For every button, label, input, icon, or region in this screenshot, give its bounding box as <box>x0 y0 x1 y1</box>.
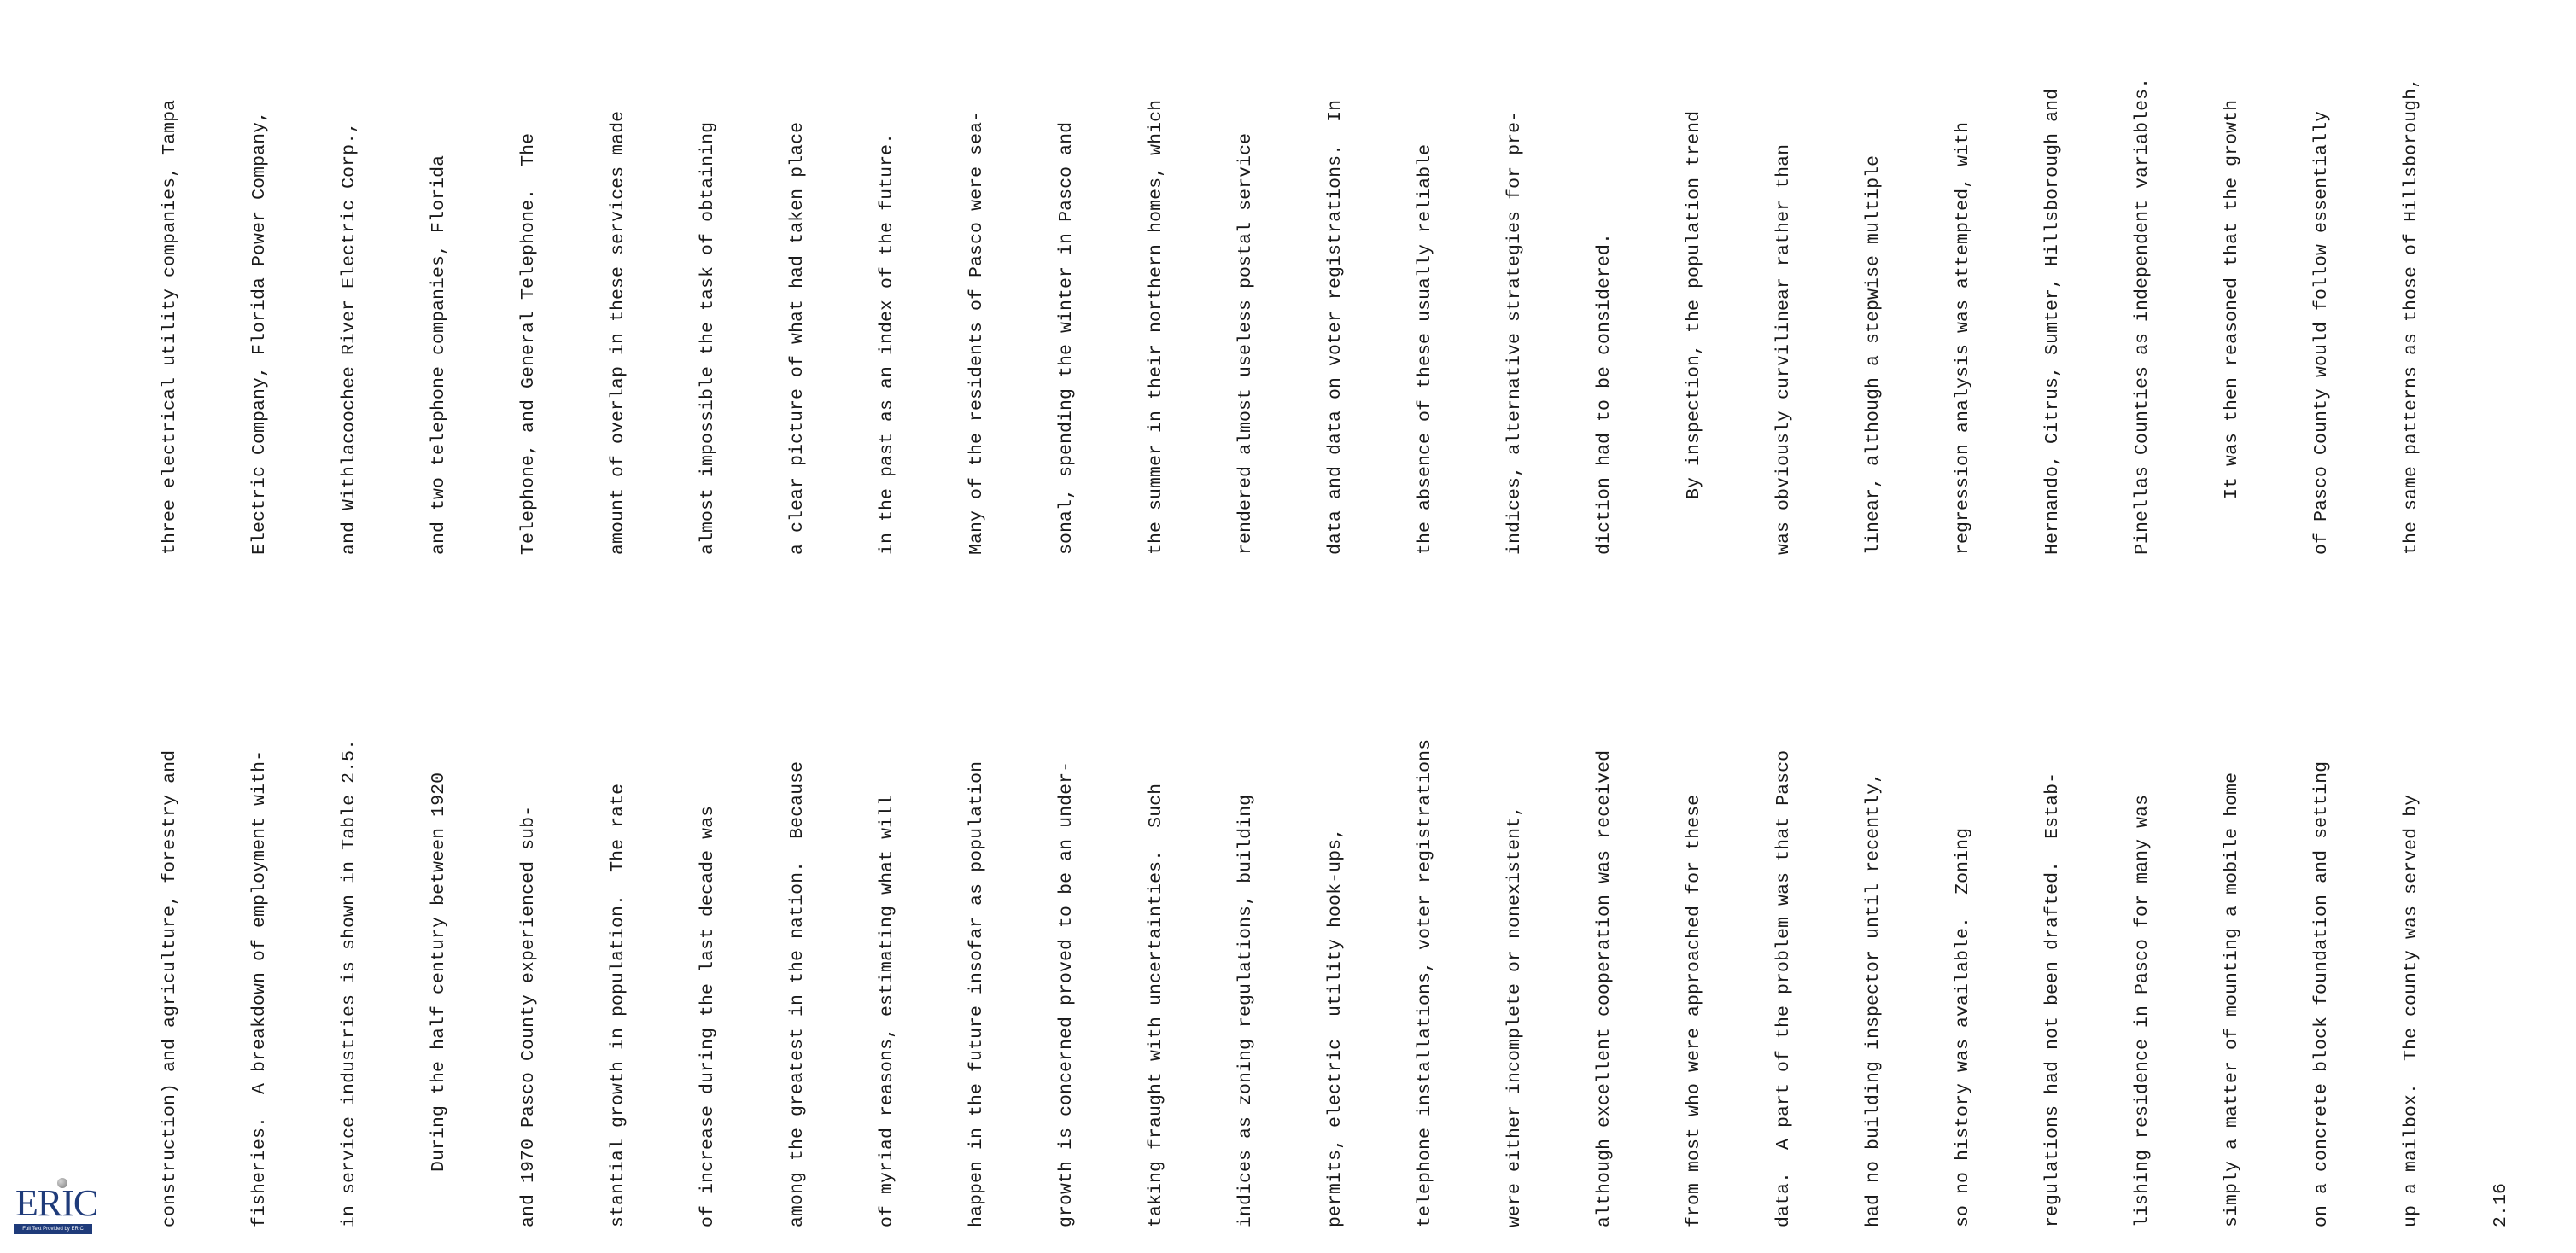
text-line: three electrical utility companies, Tampa <box>160 99 180 555</box>
text-line: fisheries. A breakdown of employment with- <box>249 749 270 1227</box>
text-line: indices, alternative strategies for pre- <box>1504 110 1525 555</box>
text-line: construction) and agriculture, forestry and <box>160 749 180 1227</box>
text-line: linear, although a stepwise multiple <box>1863 154 1884 555</box>
text-line: rendered almost useless postal service <box>1235 132 1256 555</box>
text-line: the summer in their northern homes, which <box>1146 99 1166 555</box>
text-line: was obviously curvilinear rather than <box>1773 143 1794 555</box>
text-line: growth is concerned proved to be an under- <box>1056 761 1077 1227</box>
text-line: almost impossible the task of obtaining <box>698 121 718 555</box>
text-line: stantial growth in population. The rate <box>608 783 628 1227</box>
text-line: from most who were approached for these <box>1684 794 1704 1227</box>
text-line: the absence of these usually reliable <box>1415 143 1435 555</box>
text-line: a clear picture of what had taken place <box>787 121 808 555</box>
text-line: It was then reasoned that the growth <box>2222 99 2242 555</box>
text-line: although excellent cooperation was received <box>1594 749 1615 1227</box>
text-line: in the past as an index of the future. <box>877 132 897 555</box>
text-line: and Withlacoochee River Electric Corp., <box>339 121 359 555</box>
text-line: regulations had not been drafted. Estab- <box>2042 772 2063 1227</box>
page-number: 2.16 <box>2491 1182 2511 1227</box>
left-text-column <box>96 579 2576 1227</box>
text-line: so no history was available. Zoning <box>1953 827 1973 1227</box>
text-line: and two telephone companies, Florida <box>429 154 449 555</box>
text-line: had no building inspector until recently, <box>1863 772 1884 1227</box>
text-line: up a mailbox. The county was served by <box>2401 794 2421 1227</box>
text-line: Many of the residents of Pasco were sea- <box>967 110 987 555</box>
text-line: By inspection, the population trend <box>1684 110 1704 555</box>
text-line: Electric Company, Florida Power Company, <box>249 110 270 555</box>
logo-wordmark: ERIC <box>15 1182 98 1224</box>
text-line: happen in the future insofar as population <box>967 761 987 1227</box>
text-line: permits, electric utility hook-ups, <box>1325 827 1346 1227</box>
text-line: of increase during the last decade was <box>698 805 718 1227</box>
right-text-column <box>96 0 2486 555</box>
text-line: of myriad reasons, estimating what will <box>877 794 897 1227</box>
text-line: of Pasco County would follow essentially <box>2311 110 2332 555</box>
text-line: were either incomplete or nonexistent, <box>1504 805 1525 1227</box>
text-line: Pinellas Counties as independent variables. <box>2132 77 2153 555</box>
text-line: data and data on voter registrations. In <box>1325 99 1346 555</box>
text-line: telephone installations, voter registrations <box>1415 738 1435 1227</box>
text-line: data. A part of the problem was that Pasco <box>1773 749 1794 1227</box>
text-line: lishing residence in Pasco for many was <box>2132 794 2153 1227</box>
text-line: During the half century between 1920 <box>429 772 449 1227</box>
text-line: taking fraught with uncertainties. Such <box>1146 783 1166 1227</box>
text-line: the same patterns as those of Hillsborough, <box>2401 77 2421 555</box>
text-line: Telephone, and General Telephone. The <box>518 132 539 555</box>
text-line: regression analysis was attempted, with <box>1953 121 1973 555</box>
text-line: among the greatest in the nation. Because <box>787 761 808 1227</box>
text-line: and 1970 Pasco County experienced sub- <box>518 805 539 1227</box>
text-line: in service industries is shown in Table 2.5. <box>339 738 359 1227</box>
text-line: diction had to be considered. <box>1594 232 1615 555</box>
text-line: sonal, spending the winter in Pasco and <box>1056 121 1077 555</box>
text-line: simply a matter of mounting a mobile home <box>2222 772 2242 1227</box>
eric-logo <box>14 1178 98 1239</box>
text-line: Hernando, Citrus, Sumter, Hillsborough and <box>2042 88 2063 555</box>
text-line: indices as zoning regulations, building <box>1235 794 1256 1227</box>
text-line: amount of overlap in these services made <box>608 110 628 555</box>
text-line: on a concrete block foundation and setting <box>2311 761 2332 1227</box>
logo-band: Full Text Provided by ERIC <box>14 1224 92 1234</box>
